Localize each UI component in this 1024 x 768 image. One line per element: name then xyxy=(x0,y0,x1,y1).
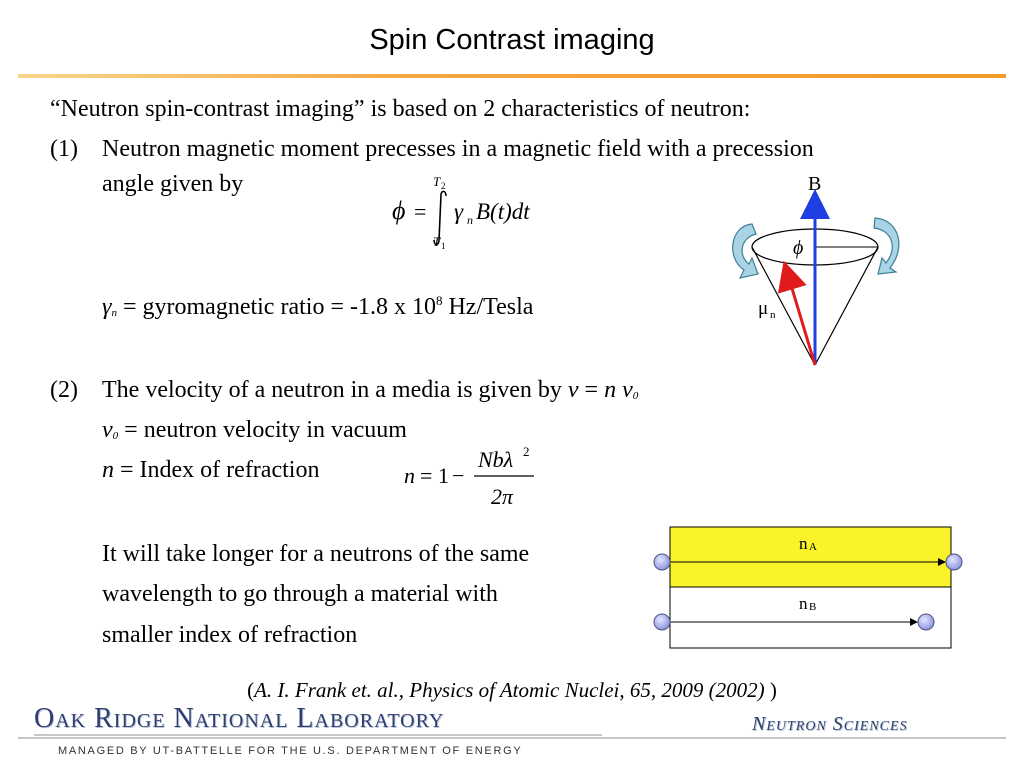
velocity-eq: = xyxy=(578,377,605,403)
slab-b-label: n xyxy=(799,594,808,613)
slab-a-label-sub: A xyxy=(809,541,817,553)
angle-label: ϕ xyxy=(793,237,804,259)
neutron-a-end xyxy=(946,554,962,570)
v0-symbol: v xyxy=(102,417,113,443)
n-symbol: n xyxy=(102,457,114,483)
item-1-line-1: Neutron magnetic moment precesses in a magnetic field with a precession xyxy=(102,136,814,162)
slab-b xyxy=(670,587,951,648)
item-2-line-1 xyxy=(102,377,638,404)
gamma-definition xyxy=(102,293,533,321)
gamma-sub-inline: n xyxy=(111,307,117,319)
gamma-symbol-inline: γ xyxy=(102,294,112,320)
n-definition xyxy=(102,457,319,484)
index-equation xyxy=(398,440,548,515)
slab-a xyxy=(670,527,951,587)
equals-sign: = xyxy=(414,199,427,224)
neutron-b-end xyxy=(918,614,934,630)
gamma-unit: Hz/Tesla xyxy=(442,294,534,320)
org-logo-text: Oak Ridge National Laboratory xyxy=(34,703,445,734)
index-numerator: Nbλ xyxy=(478,447,514,472)
index-denominator: 2π xyxy=(491,484,514,509)
title-divider xyxy=(18,74,1006,78)
item-1-line-2: angle given by xyxy=(102,171,244,197)
gamma-symbol: γ xyxy=(454,199,464,224)
reference-open: ( xyxy=(247,678,255,702)
item-2-number: (2) xyxy=(50,377,78,403)
slab-b-label-sub: B xyxy=(809,601,817,613)
reference-close: ) xyxy=(764,678,777,702)
velocity-v0-sub: 0 xyxy=(632,390,639,402)
dept-logo-text: Neutron Sciences xyxy=(752,713,908,735)
intro-text: “Neutron spin-contrast imaging” is based on 2 characteristics of neutron: xyxy=(50,96,751,122)
precession-diagram xyxy=(700,168,925,373)
v0-symbol-sub: 0 xyxy=(112,430,119,442)
media-diagram xyxy=(648,525,968,650)
moment-arrow xyxy=(788,275,815,365)
phi-symbol: ϕ xyxy=(392,196,406,225)
upper-limit-sub: 2 xyxy=(441,181,446,191)
index-numerator-exp: 2 xyxy=(523,444,530,459)
index-minus: − xyxy=(452,463,465,488)
velocity-n: n xyxy=(604,377,617,403)
v0-definition xyxy=(102,417,407,444)
slide-title: Spin Contrast imaging xyxy=(369,24,655,56)
reference xyxy=(0,678,1024,703)
managed-by-text: MANAGED BY UT-BATTELLE FOR THE U.S. DEPARTMENT OF ENERGY xyxy=(58,745,523,757)
gamma-sub: n xyxy=(467,213,473,227)
explanation-line-2: wavelength to go through a material with xyxy=(102,581,498,607)
item-1-number: (1) xyxy=(50,136,78,162)
footer-divider xyxy=(18,737,1006,739)
gamma-text: = gyromagnetic ratio = -1.8 x 10 xyxy=(116,294,436,320)
explanation-line-3: smaller index of refraction xyxy=(102,622,358,648)
moment-sub: n xyxy=(770,309,776,321)
index-lhs: n xyxy=(404,463,415,488)
phase-equation xyxy=(382,170,572,260)
neutron-b-start xyxy=(654,614,670,630)
lower-limit-sub: 1 xyxy=(441,241,446,251)
item-2-text: The velocity of a neutron in a media is given by xyxy=(102,377,568,403)
upper-limit: T xyxy=(433,174,441,189)
n-text: = Index of refraction xyxy=(114,457,320,483)
org-underline xyxy=(34,734,602,736)
index-equals: = xyxy=(420,463,433,488)
lower-limit: T xyxy=(433,234,441,249)
gamma-exponent: 8 xyxy=(435,293,443,308)
velocity-v0: v xyxy=(616,377,633,403)
velocity-v: v xyxy=(567,377,579,403)
reference-citation: A. I. Frank et. al., Physics of Atomic Nuclei, 65, 2009 (2002) xyxy=(254,678,765,702)
explanation-line-1: It will take longer for a neutrons of the same xyxy=(102,541,530,567)
moment-label: μ xyxy=(758,298,769,319)
neutron-a-start xyxy=(654,554,670,570)
slab-a-label: n xyxy=(799,534,808,553)
v0-text: = neutron velocity in vacuum xyxy=(118,417,407,443)
integrand: B(t)dt xyxy=(476,199,530,224)
field-label: B xyxy=(808,173,822,195)
index-one: 1 xyxy=(438,463,449,488)
